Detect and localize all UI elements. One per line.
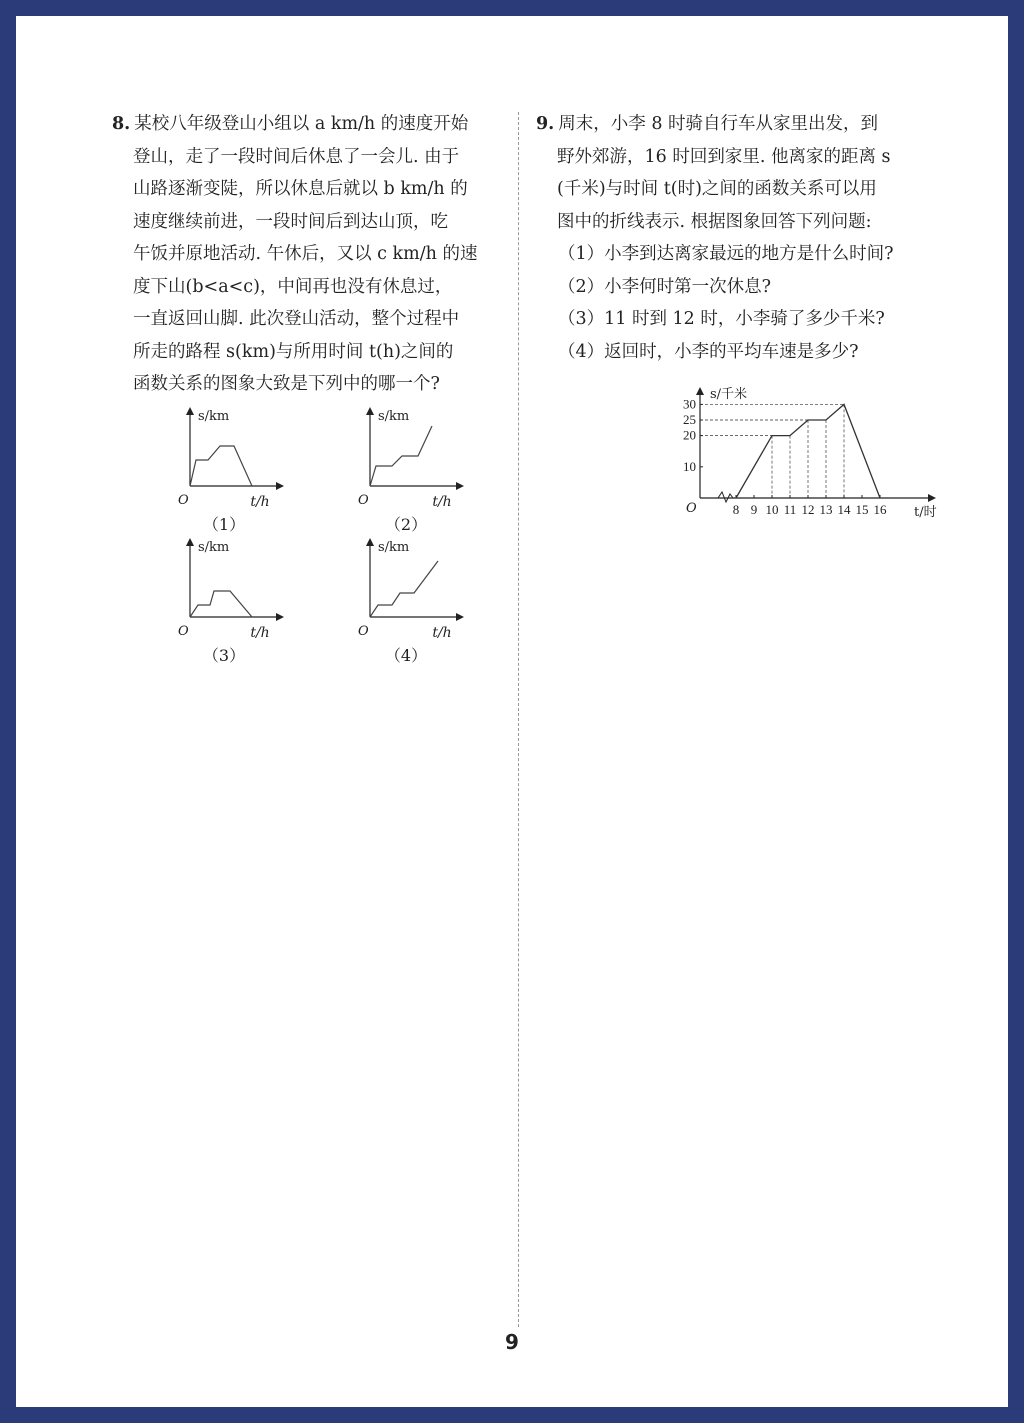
q8-line-4: 速度继续前进，一段时间后到达山顶，吃: [133, 211, 448, 232]
q9-line-1: 9. 周末，小李 8 时骑自行车从家里出发，到: [536, 114, 879, 134]
q9-xlabel: t/时: [914, 505, 937, 520]
q9-origin: O: [686, 501, 697, 516]
x-tick-label: 15: [855, 502, 869, 517]
q8-line-1: 8. 某校八年级登山小组以 a km/h 的速度开始: [112, 114, 469, 134]
q8-line-7: 一直返回山脚. 此次登山活动，整个过程中: [133, 309, 460, 329]
x-tick-label: 9: [750, 502, 758, 517]
axis-break-mark: [718, 492, 733, 502]
graph-2-xlabel: t/h: [432, 494, 452, 510]
q9-line-2: 野外郊游，16 时回到家里. 他离家的距离 s: [557, 146, 891, 167]
q8-line-9: 函数关系的图象大致是下列中的哪一个?: [133, 374, 440, 394]
graph-3-xlabel: t/h: [250, 625, 270, 641]
x-tick-label: 14: [837, 502, 851, 517]
graph-4-caption: （4）: [384, 646, 428, 665]
graph-2-caption: （2）: [384, 515, 428, 534]
worksheet-page: [16, 16, 1008, 1407]
q8-line-6: 度下山(b<a<c)，中间再也没有休息过，: [133, 276, 453, 297]
q9-subquestion-3: （3）11 时到 12 时，小李骑了多少千米?: [558, 309, 885, 329]
x-tick-label: 8: [732, 502, 740, 517]
q9-line-4: 图中的折线表示. 根据图象回答下列问题:: [557, 211, 872, 232]
graph-1-caption: （1）: [202, 515, 246, 534]
q8-line-3: 山路逐渐变陡，所以休息后就以 b km/h 的: [133, 179, 468, 199]
question-9: [536, 108, 956, 368]
q9-chart-svg: [656, 366, 946, 520]
graph-3-caption: （3）: [202, 646, 246, 665]
q8-number: 8.: [112, 114, 131, 134]
q9-ylabel: s/千米: [710, 387, 748, 402]
x-tick-label: 10: [765, 502, 779, 517]
graph-1-xlabel: t/h: [250, 494, 270, 510]
graph-2-ylabel: s/km: [378, 409, 410, 424]
y-axis-arrow: [696, 387, 704, 395]
graph-2-origin: O: [358, 493, 369, 508]
page-number: 9: [505, 1330, 519, 1354]
q8-line-8: 所走的路程 s(km)与所用时间 t(h)之间的: [133, 341, 454, 362]
graph-4-origin: O: [358, 624, 369, 639]
q9-subquestion-1: （1）小李到达离家最远的地方是什么时间?: [558, 244, 894, 264]
graph-4-xlabel: t/h: [432, 625, 452, 641]
q9-line-3: (千米)与时间 t(时)之间的函数关系可以用: [557, 179, 877, 199]
y-tick-label: 30: [683, 396, 696, 412]
column-divider: [518, 112, 519, 1327]
x-tick-label: 12: [801, 502, 815, 517]
graph-3-ylabel: s/km: [198, 540, 230, 555]
graph-1-origin: O: [178, 493, 189, 508]
q9-subquestion-4: （4）返回时，小李的平均车速是多少?: [558, 341, 859, 362]
graph-4-ylabel: s/km: [378, 540, 410, 555]
x-tick-label: 16: [873, 502, 887, 517]
x-axis-arrow: [928, 494, 936, 502]
y-tick-label: 25: [683, 412, 696, 427]
q9-chart: [656, 366, 946, 520]
graph-3-origin: O: [178, 624, 189, 639]
q9-subquestion-2: （2）小李何时第一次休息?: [558, 276, 772, 297]
y-tick-label: 20: [683, 427, 696, 443]
graph-1-ylabel: s/km: [198, 409, 230, 424]
q9-number: 9.: [536, 114, 555, 134]
y-tick-label: 10: [683, 458, 696, 474]
q8-line-5: 午饭并原地活动. 午休后，又以 c km/h 的速: [133, 244, 478, 264]
question-8: [112, 108, 512, 401]
q8-line-2: 登山，走了一段时间后休息了一会儿. 由于: [133, 146, 460, 167]
x-tick-label: 11: [783, 502, 797, 517]
x-tick-label: 13: [819, 502, 833, 517]
